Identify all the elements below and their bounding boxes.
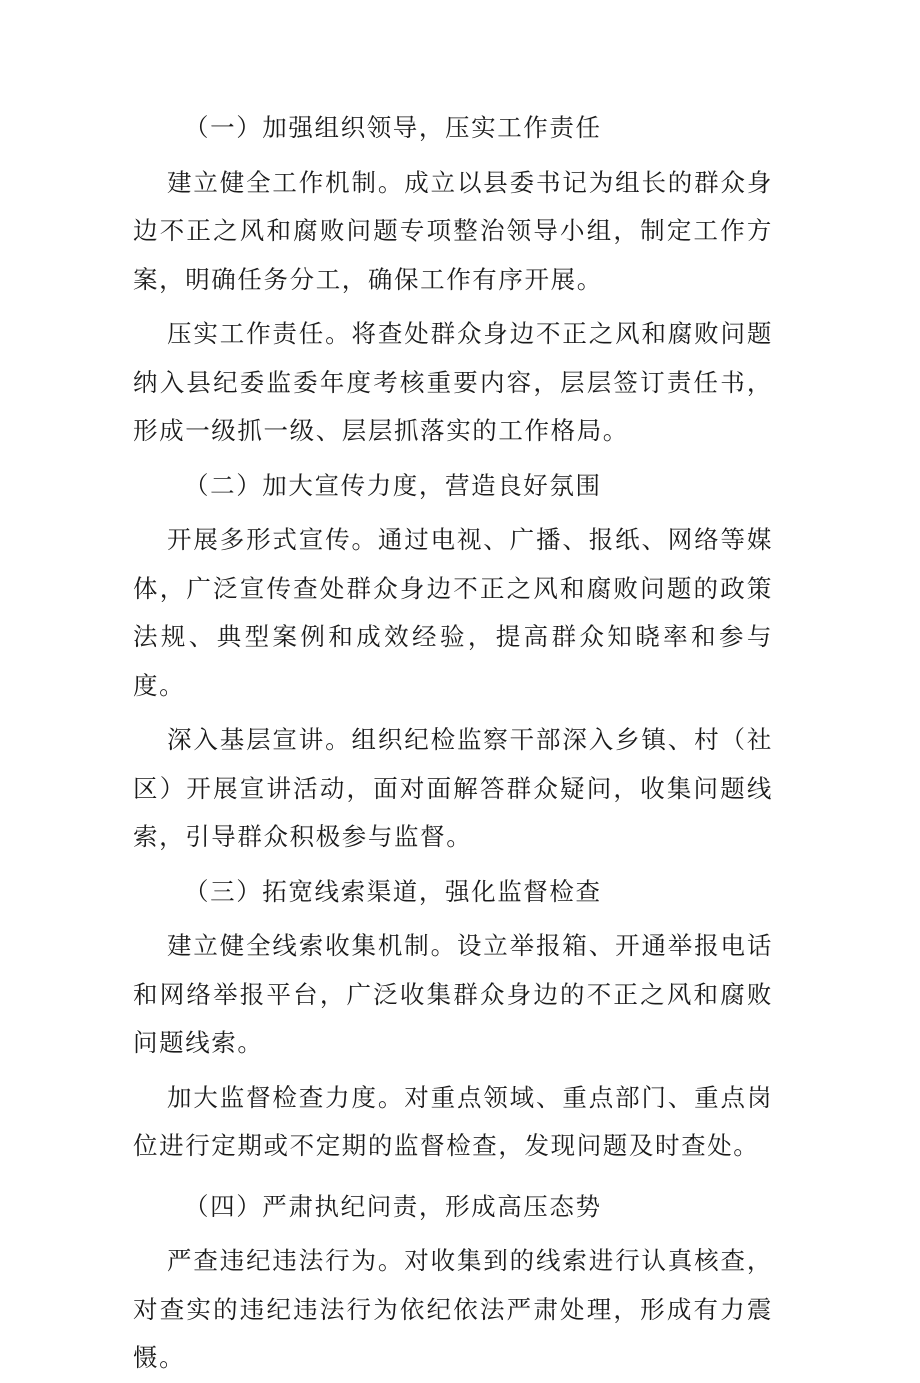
paragraph: 压实工作责任。将查处群众身边不正之风和腐败问题纳入县纪委监委年度考核重要内容，层层签订责任书，形成一级抓一级、层层抓落实的工作格局。: [133, 319, 773, 445]
section-heading-3: （三）拓宽线索渠道，强化监督检查: [184, 876, 602, 906]
paragraph: 建立健全线索收集机制。设立举报箱、开通举报电话和网络举报平台，广泛收集群众身边的不正之风和腐败问题线索。: [133, 931, 773, 1057]
paragraph: 严查违纪违法行为。对收集到的线索进行认真核查，对查实的违纪违法行为依纪依法严肃处理，形成有力震慑。: [133, 1246, 773, 1372]
paragraph: 深入基层宣讲。组织纪检监察干部深入乡镇、村（社区）开展宣讲活动，面对面解答群众疑问，收集问题线索，引导群众积极参与监督。: [133, 725, 773, 851]
section-heading-4: （四）严肃执纪问责，形成高压态势: [184, 1191, 602, 1221]
section-heading-1: （一）加强组织领导，压实工作责任: [184, 113, 602, 142]
paragraph: 建立健全工作机制。成立以县委书记为组长的群众身边不正之风和腐败问题专项整治领导小组，制定工作方案，明确任务分工，确保工作有序开展。: [133, 167, 773, 294]
section-heading-2: （二）加大宣传力度，营造良好氛围: [184, 470, 602, 500]
spacer: [133, 1171, 773, 1183]
paragraph: 开展多形式宣传。通过电视、广播、报纸、网络等媒体，广泛宣传查处群众身边不正之风和腐败问题的政策法规、典型案例和成效经验，提高群众知晓率和参与度。: [133, 525, 773, 700]
paragraph: 加大监督检查力度。对重点领域、重点部门、重点岗位进行定期或不定期的监督检查，发现问题及时查处。: [133, 1082, 773, 1160]
document-body: [133, 104, 773, 1383]
